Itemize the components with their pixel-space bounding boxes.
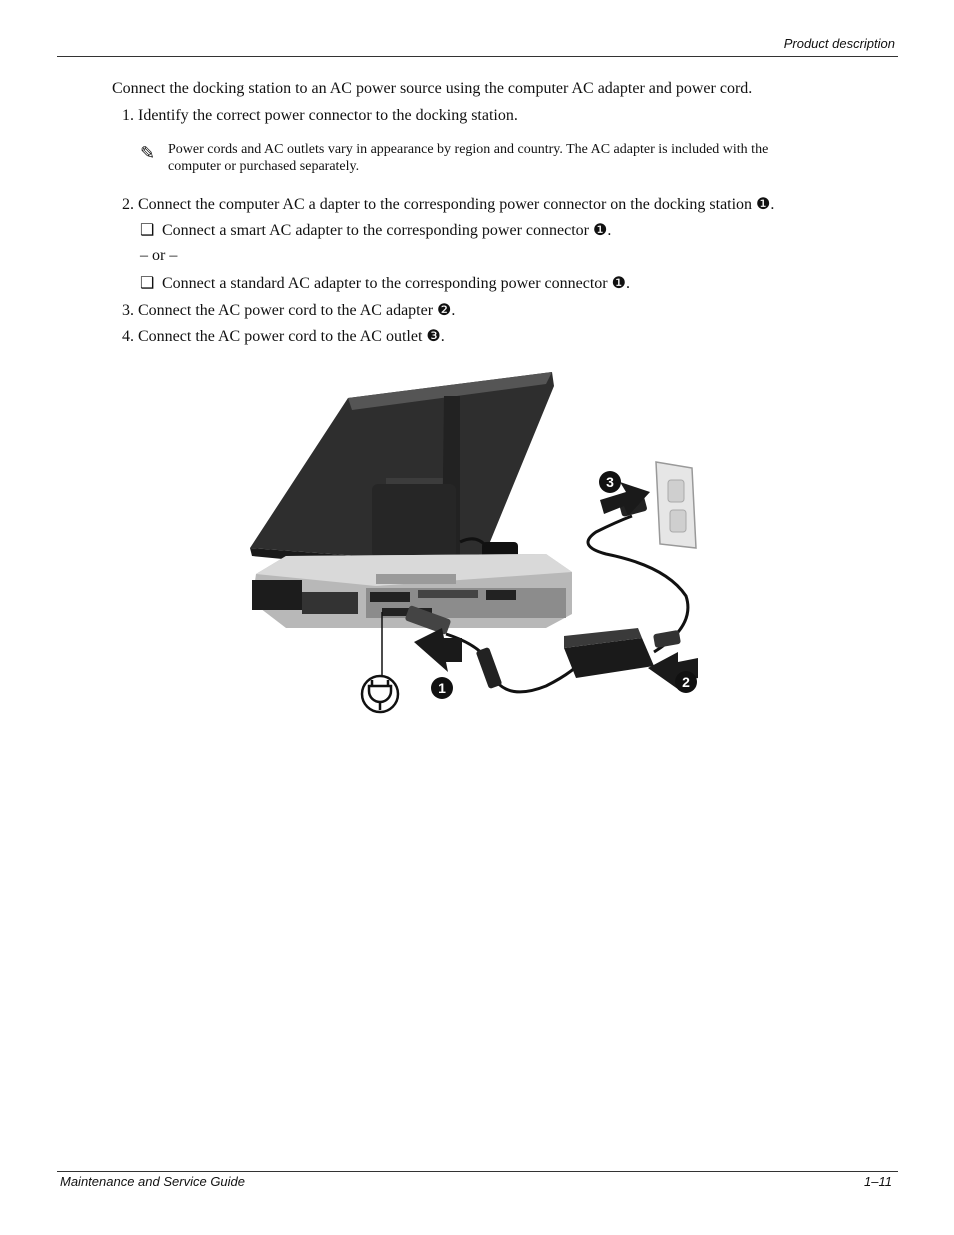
step-4: [122, 326, 445, 346]
callout-number: 3: [606, 474, 614, 490]
intro-paragraph: Connect the docking station to an AC power source using the computer AC adapter and power cord.: [112, 80, 753, 97]
callout-number: 1: [438, 680, 446, 696]
substep-a: [140, 220, 611, 240]
header-rule: [57, 56, 898, 57]
step-2: [122, 194, 774, 214]
step-number: 2.: [122, 196, 134, 213]
docking-station-power-illustration: [246, 366, 706, 718]
footer-title: Maintenance and Service Guide: [60, 1174, 246, 1189]
substep-text: Connect a standard AC adapter to the corresponding power connector ❶.: [162, 275, 630, 292]
substep-b: [140, 273, 630, 293]
callout-1: [431, 677, 453, 699]
step-number: 1.: [122, 107, 134, 124]
checkbox-bullet-icon: ❑: [140, 275, 155, 292]
page-number: 1–11: [864, 1174, 892, 1189]
substep-text: Connect a smart AC adapter to the corresponding power connector ❶.: [162, 222, 612, 239]
step-number: 4.: [122, 328, 134, 345]
step-text: Connect the AC power cord to the AC outlet ❸.: [138, 328, 445, 345]
callout-3: [599, 471, 621, 493]
step-text: Identify the correct power connector to the docking station.: [138, 107, 518, 124]
note-text: [168, 141, 858, 175]
checkbox-bullet-icon: ❑: [140, 222, 155, 239]
callout-2: [675, 671, 697, 693]
running-header: Product description: [783, 36, 895, 51]
or-separator: – or –: [140, 247, 178, 264]
step-3: [122, 300, 455, 320]
note-line: Power cords and AC outlets vary in appearance by region and country. The AC adapter is included with the: [168, 142, 769, 157]
note-line: computer or purchased separately.: [168, 159, 360, 174]
callout-number: 2: [682, 674, 690, 690]
step-number: 3.: [122, 302, 134, 319]
step-text: Connect the AC power cord to the AC adapter ❷.: [138, 302, 456, 319]
ac-wall-outlet: [656, 462, 696, 548]
footer-rule: [57, 1171, 898, 1172]
step-1: [122, 107, 518, 125]
step-text: Connect the computer AC a dapter to the corresponding power connector on the docking station ❶.: [138, 196, 775, 213]
note-pencil-icon: ✎: [140, 143, 156, 163]
